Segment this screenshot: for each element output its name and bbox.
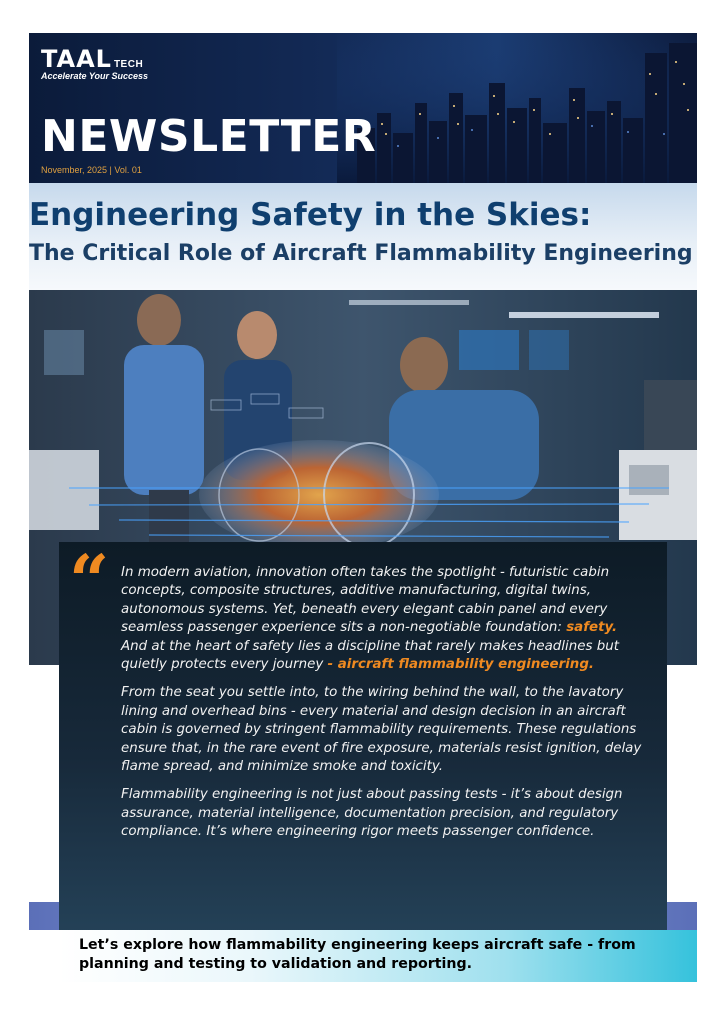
logo-brand: TAAL <box>41 45 112 73</box>
intro-quote-card <box>59 539 667 932</box>
article-subtitle: The Critical Role of Aircraft Flammability Engineering <box>29 241 693 266</box>
engineering-rigor-paragraph: Flammability engineering is not just about passing tests - it’s about design assurance, material intelligence, documentation precision, and regulatory compliance. It’s where engineering rigor meets passenger confidence. <box>121 787 623 840</box>
callout-text: Let’s explore how flammability engineering keeps aircraft safe - from planning and testing to validation and reporting. <box>79 937 636 972</box>
quote-mark-icon: “ <box>69 539 110 622</box>
article-title-band <box>29 183 697 290</box>
logo-tagline: Accelerate Your Success <box>41 71 149 81</box>
issue-info: November, 2025 | Vol. 01 <box>41 165 142 175</box>
article-title: Engineering Safety in the Skies: <box>29 197 592 233</box>
company-logo <box>41 45 148 81</box>
cabin-materials-paragraph: From the seat you settle into, to the wiring behind the wall, to the lavatory lining and overhead bins - every material and design decision in an aircraft cabin is governed by stringent flammability requirements. These regulations ensure that, in the rare event of fire exposure, materials resist ignition, delay flame spread, and minimize smoke and toxicity. <box>121 685 642 775</box>
newsletter-title: NEWSLETTER <box>41 111 377 162</box>
newsletter-header <box>29 33 697 183</box>
intro-paragraph <box>121 564 647 674</box>
city-skyline-image <box>337 33 697 183</box>
explore-callout <box>59 930 697 982</box>
highlight-safety: safety. <box>566 620 618 636</box>
highlight-flammability: - aircraft flammability engineering. <box>327 657 594 673</box>
intro-text-part2: And at the heart of safety lies a discipline that rarely makes headlines but quietly protects every journey <box>121 638 619 673</box>
intro-text-part1: In modern aviation, innovation often takes the spotlight - futuristic cabin concepts, composite structures, additive manufacturing, digital twins, autonomous systems. Yet, beneath every elegant cabin panel and every seamless passenger experience sits a non-negotiable foundation: <box>121 565 610 636</box>
logo-suffix: TECH <box>113 59 144 70</box>
